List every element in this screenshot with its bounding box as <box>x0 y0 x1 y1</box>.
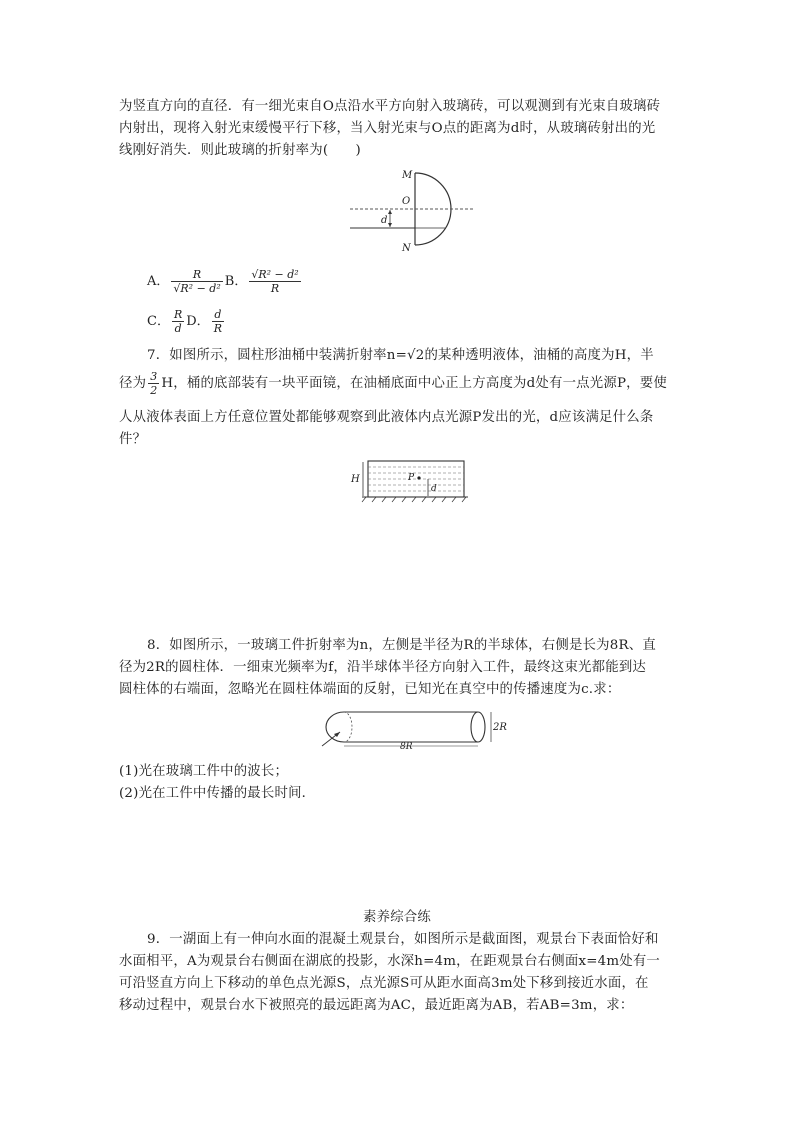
label-2R: 2R <box>493 722 507 733</box>
option-a-b <box>147 268 303 295</box>
label-M: M <box>402 170 413 181</box>
q8-sub-1: (1)光在玻璃工件中的波长； <box>119 764 289 779</box>
option-d-fraction: $\frac{d}{R}$ <box>213 308 222 335</box>
label-d-barrel: d <box>431 484 437 494</box>
q7-text-line-3: 人从液体表面上方任意位置处都能够观察到此液体内点光源P发出的光，d应该满足什么条 <box>119 410 654 425</box>
q9-text-line-3: 可沿竖直方向上下移动的单色点光源S，点光源S可从距水面高3m处下移到接近水面，在 <box>119 976 649 991</box>
section-title: 素养综合练 <box>363 910 431 925</box>
option-b-fraction: $\frac{\text{√R² − d²}}{R}$ <box>251 268 299 295</box>
option-c-d <box>147 308 226 335</box>
q8-text-line-1: 8．如图所示，一玻璃工件折射率为n，左侧是半径为R的半球体，右侧是长为8R、直 <box>147 638 656 653</box>
q7-text-line-2: 径为 $\frac{3}{2}$ H，桶的底部装有一块平面镜，在油桶底面中心正上方高度为d处有一点光源P，要使 <box>119 370 667 397</box>
option-a-label: A． <box>147 274 170 289</box>
label-O: O <box>402 196 411 207</box>
label-P: P <box>408 473 415 483</box>
q6-text-line-2: 内射出，现将入射光束缓慢平行下移，当入射光束与O点的距离为d时，从玻璃砖射出的光 <box>119 121 656 136</box>
q6-text-line-3: 线刚好消失．则此玻璃的折射率为( ) <box>119 143 361 158</box>
glass-workpiece-figure <box>314 705 510 750</box>
option-a-fraction: $\frac{R}{\text{√R² − d²}}$ <box>173 268 221 295</box>
q8-sub-2: (2)光在工件中传播的最长时间． <box>119 786 316 801</box>
q9-text-line-1: 9．一湖面上有一伸向水面的混凝土观景台，如图所示是截面图，观景台下表面恰好和 <box>147 932 659 947</box>
option-c-label: C． <box>147 314 170 329</box>
label-d: d <box>381 215 388 226</box>
label-H: H <box>351 474 360 485</box>
q8-text-line-2: 径为2R的圆柱体．一细束光频率为f，沿半球体半径方向射入工件，最终这束光都能到达 <box>119 660 647 675</box>
label-N: N <box>402 243 411 254</box>
three-halves-fraction: $\frac{3}{2}$ <box>150 370 158 397</box>
q8-text-line-3: 圆柱体的右端面，忽略光在圆柱体端面的反射，已知光在真空中的传播速度为c.求： <box>119 682 621 697</box>
q7-text-line-1: 7．如图所示，圆柱形油桶中装满折射率n=√2的某种透明液体，油桶的高度为H，半 <box>147 348 654 363</box>
semicircle-glass-figure <box>345 165 480 255</box>
option-c-fraction: $\frac{R}{d}$ <box>173 308 183 335</box>
option-b-label: B． <box>224 274 248 289</box>
q7-text-line-4: 件？ <box>119 432 147 447</box>
q6-text-line-1: 为竖直方向的直径．有一细光束自O点沿水平方向射入玻璃砖，可以观测到有光束自玻璃砖 <box>119 99 661 114</box>
q9-text-line-4: 移动过程中，观景台水下被照亮的最远距离为AC，最近距离为AB，若AB=3m，求： <box>119 998 634 1013</box>
label-8R: 8R <box>400 742 413 750</box>
oil-barrel-figure <box>348 458 468 506</box>
option-d-label: D． <box>186 314 210 329</box>
q9-text-line-2: 水面相平，A为观景台右侧面在湖底的投影，水深h=4m，在距观景台右侧面x=4m处有一 <box>119 954 661 969</box>
